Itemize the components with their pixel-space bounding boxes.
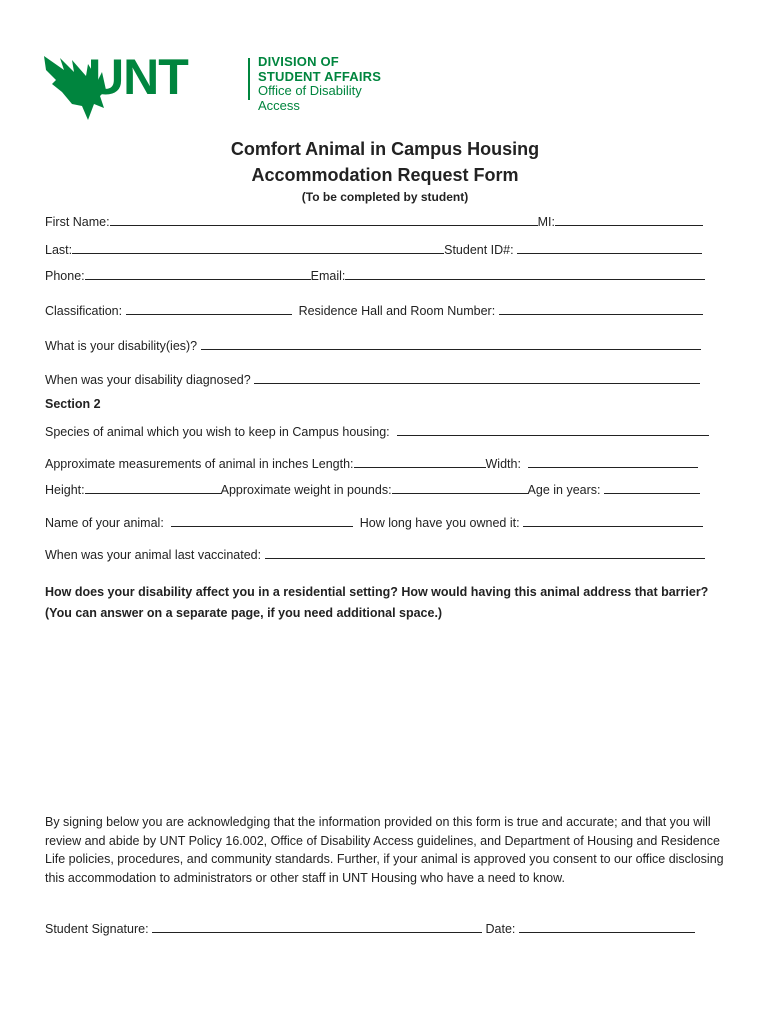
weight-label: Approximate weight in pounds: (220, 483, 392, 497)
form-subtitle: (To be completed by student) (301, 190, 469, 204)
diagnosed-field[interactable] (254, 371, 700, 384)
form-title-line1: Comfort Animal in Campus Housing (230, 139, 540, 159)
length-field[interactable] (354, 455, 486, 468)
height-weight-row (45, 481, 700, 497)
height-field[interactable] (85, 481, 221, 494)
disability-row (45, 337, 701, 353)
disability-label: What is your disability(ies)? (45, 339, 198, 353)
section-2-heading: Section 2 (45, 397, 101, 411)
logo-department (258, 55, 402, 113)
mi-label: MI: (537, 215, 555, 229)
mi-field[interactable] (555, 213, 703, 226)
species-field[interactable] (397, 423, 709, 436)
residence-label: Residence Hall and Room Number: (298, 304, 496, 318)
division-line1: DIVISION OF (258, 54, 339, 69)
measurements-row (45, 455, 698, 471)
width-field[interactable] (528, 455, 698, 468)
agreement-paragraph: By signing below you are acknowledging that the information provided on this form is true and accurate; and that you will review and abide by UNT Policy 16.002, Office of Disability Access guidelines, and Department of Housing and Residence Life policies, procedures, and community standards. Further, if your animal is approved you consent to our office disclosing this accommodation to administrators or other staff in UNT Housing who have a need to know. (45, 815, 724, 885)
division-line2: STUDENT AFFAIRS (258, 68, 382, 84)
date-field[interactable] (519, 920, 695, 933)
diagnosed-row (45, 371, 700, 387)
signature-field[interactable] (152, 920, 482, 933)
diagnosed-label: When was your disability diagnosed? (45, 373, 251, 387)
age-field[interactable] (604, 481, 700, 494)
width-label: Width: (485, 457, 521, 471)
classification-label: Classification: (45, 304, 123, 318)
logo-divider (248, 58, 250, 100)
classification-field[interactable] (126, 302, 292, 315)
animal-name-label: Name of your animal: (45, 516, 164, 530)
vaccinated-row (45, 546, 705, 562)
signature-label: Student Signature: (45, 922, 149, 936)
signature-row (45, 920, 695, 936)
email-field[interactable] (345, 267, 705, 280)
disability-field[interactable] (201, 337, 701, 350)
last-name-row (45, 241, 702, 257)
phone-field[interactable] (85, 267, 311, 280)
unt-logo (42, 50, 402, 125)
contact-row (45, 267, 705, 283)
height-label: Height: (45, 483, 85, 497)
vaccinated-label: When was your animal last vaccinated: (45, 548, 262, 562)
species-row (45, 423, 709, 439)
weight-field[interactable] (392, 481, 528, 494)
vaccinated-field[interactable] (265, 546, 705, 559)
first-name-label: First Name: (45, 215, 110, 229)
last-name-field[interactable] (72, 241, 444, 254)
logo-wordmark: UNT (88, 49, 188, 105)
email-label: Email: (310, 269, 346, 283)
animal-name-field[interactable] (171, 514, 353, 527)
classification-row (45, 302, 703, 318)
residence-field[interactable] (499, 302, 703, 315)
first-name-field[interactable] (110, 213, 538, 226)
age-label: Age in years: (527, 483, 601, 497)
first-name-row (45, 213, 703, 229)
animal-name-row (45, 514, 703, 530)
student-id-field[interactable] (517, 241, 702, 254)
last-label: Last: (45, 243, 73, 257)
owned-label: How long have you owned it: (359, 516, 520, 530)
species-label: Species of animal which you wish to keep in Campus housing: (45, 425, 390, 439)
question-line2: (You can answer on a separate page, if you need additional space.) (45, 606, 443, 620)
answer-area[interactable] (45, 632, 725, 802)
date-label: Date: (485, 922, 516, 936)
student-id-label: Student ID#: (444, 243, 514, 257)
form-title-line2: Accommodation Request Form (251, 165, 519, 185)
owned-field[interactable] (523, 514, 703, 527)
phone-label: Phone: (45, 269, 85, 283)
question-line1: How does your disability affect you in a residential setting? How would having this animal address that barrier? (45, 585, 709, 599)
length-label: Approximate measurements of animal in inches Length: (45, 457, 354, 471)
office-name: Office of Disability Access (258, 83, 362, 113)
